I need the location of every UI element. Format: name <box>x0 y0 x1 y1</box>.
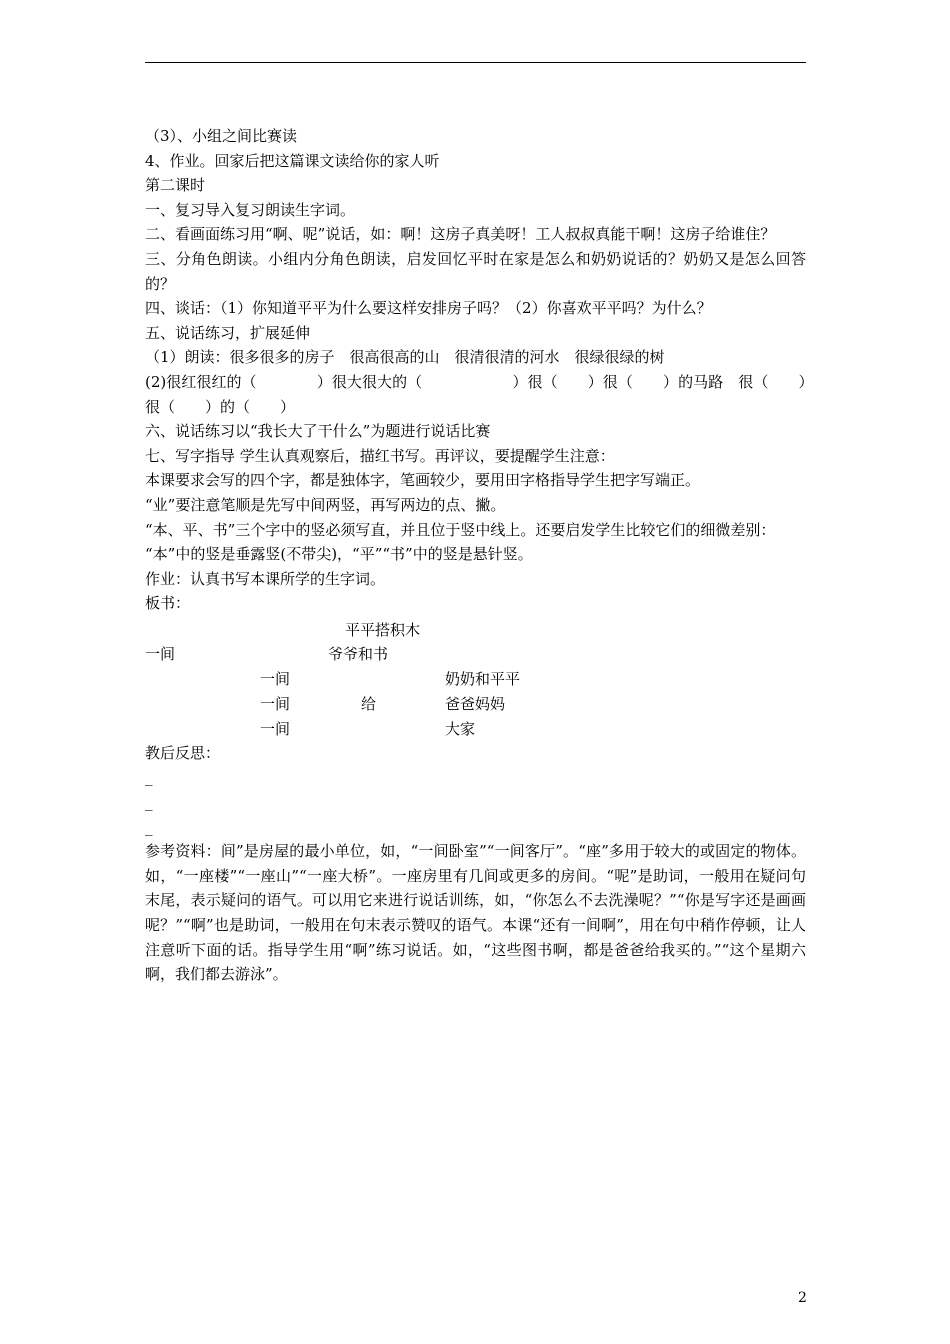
reflection-label: 教后反思： <box>145 743 221 762</box>
board-grandpa: 爷爷和书 <box>328 644 389 663</box>
board-left-label: 一间 <box>145 644 176 663</box>
text-line: 作业：认真书写本课所学的生字词。 <box>145 569 386 588</box>
reference-paragraph: 参考资料：间”是房屋的最小单位，如，“一间卧室”“一间客厅”。“座”多用于较大的或固定的物体。如，“一座楼”“一座山”“一座大桥”。一座房里有几间或更多的房间。“呢”是助词，一般用在疑问句末尾，表示疑问的语气。可以用它来进行说话训练，如，“你怎么不去洗澡呢？”“你是写字还是画画呢？”“啊”也是助词，一般用在句末表示赞叹的语气。本课“还有一间啊”，用在句中稍作停顿，让人注意听下面的话。指导学生用“啊”练习说话。如，“这些图书啊，都是爸爸给我买的。”“这个星期六啊，我们都去游泳”。 <box>145 842 806 984</box>
board-label: 板书： <box>145 594 191 613</box>
board-row2-mid: 给 <box>361 694 377 713</box>
text-line: “业”要注意笔顺是先写中间两竖，再写两边的点、撇。 <box>145 495 506 514</box>
text-line: （3）、小组之间比赛读 <box>145 127 298 145</box>
blackboard-layout <box>145 618 806 738</box>
header-rule <box>145 62 806 63</box>
text-line: (2)很红很红的（ ）很大很大的（ ）很（ ）很（ ）的马路 很（ ）很（ ）的（ ） <box>145 372 806 416</box>
board-title: 平平搭积木 <box>345 620 421 639</box>
text-line: 二、看画面练习用“啊、呢”说话，如：啊！这房子真美呀！工人叔叔真能干啊！这房子给谁住？ <box>145 225 776 244</box>
page-number: 2 <box>798 1290 807 1306</box>
text-line: “本、平、书”三个字中的竖必须写直，并且位于竖中线上。还要启发学生比较它们的细微差别： <box>145 520 776 539</box>
blank-line: _ <box>145 793 153 812</box>
text-line: 三、分角色朗读。小组内分角色朗读，启发回忆平时在家是怎么和奶奶说话的？奶奶又是怎么回答的？ <box>145 249 806 293</box>
text-line: （1）朗读：很多很多的房子 很高很高的山 很清很清的河水 很绿很绿的树 <box>145 348 665 367</box>
board-row1-left: 一间 <box>260 669 291 688</box>
board-row1-right: 奶奶和平平 <box>445 669 521 688</box>
board-row2-right: 爸爸妈妈 <box>445 694 506 713</box>
text-line: 六、说话练习以“我长大了干什么”为题进行说话比赛 <box>145 422 491 441</box>
board-row2-left: 一间 <box>260 694 291 713</box>
blank-line: _ <box>145 768 153 787</box>
text-line: 4、作业。回家后把这篇课文读给你的家人听 <box>145 151 440 170</box>
section-heading: 第二课时 <box>145 176 206 195</box>
blank-line: _ <box>145 817 153 836</box>
lesson-content <box>145 124 806 987</box>
text-line: 一、复习导入复习朗读生字词。 <box>145 200 356 219</box>
text-line: “本”中的竖是垂露竖(不带尖)，“平”“书”中的竖是悬针竖。 <box>145 545 533 564</box>
board-row3-left: 一间 <box>260 719 291 738</box>
text-line: 本课要求会写的四个字，都是独体字，笔画较少，要用田字格指导学生把字写端正。 <box>145 471 701 490</box>
board-row3-right: 大家 <box>445 719 476 738</box>
text-line: 七、写字指导 学生认真观察后，描红书写。再评议，要提醒学生注意： <box>145 446 615 465</box>
text-line: 四、谈话：（1）你知道平平为什么要这样安排房子吗？（2）你喜欢平平吗？为什么？ <box>145 299 712 318</box>
text-line: 五、说话练习，扩展延伸 <box>145 323 311 342</box>
